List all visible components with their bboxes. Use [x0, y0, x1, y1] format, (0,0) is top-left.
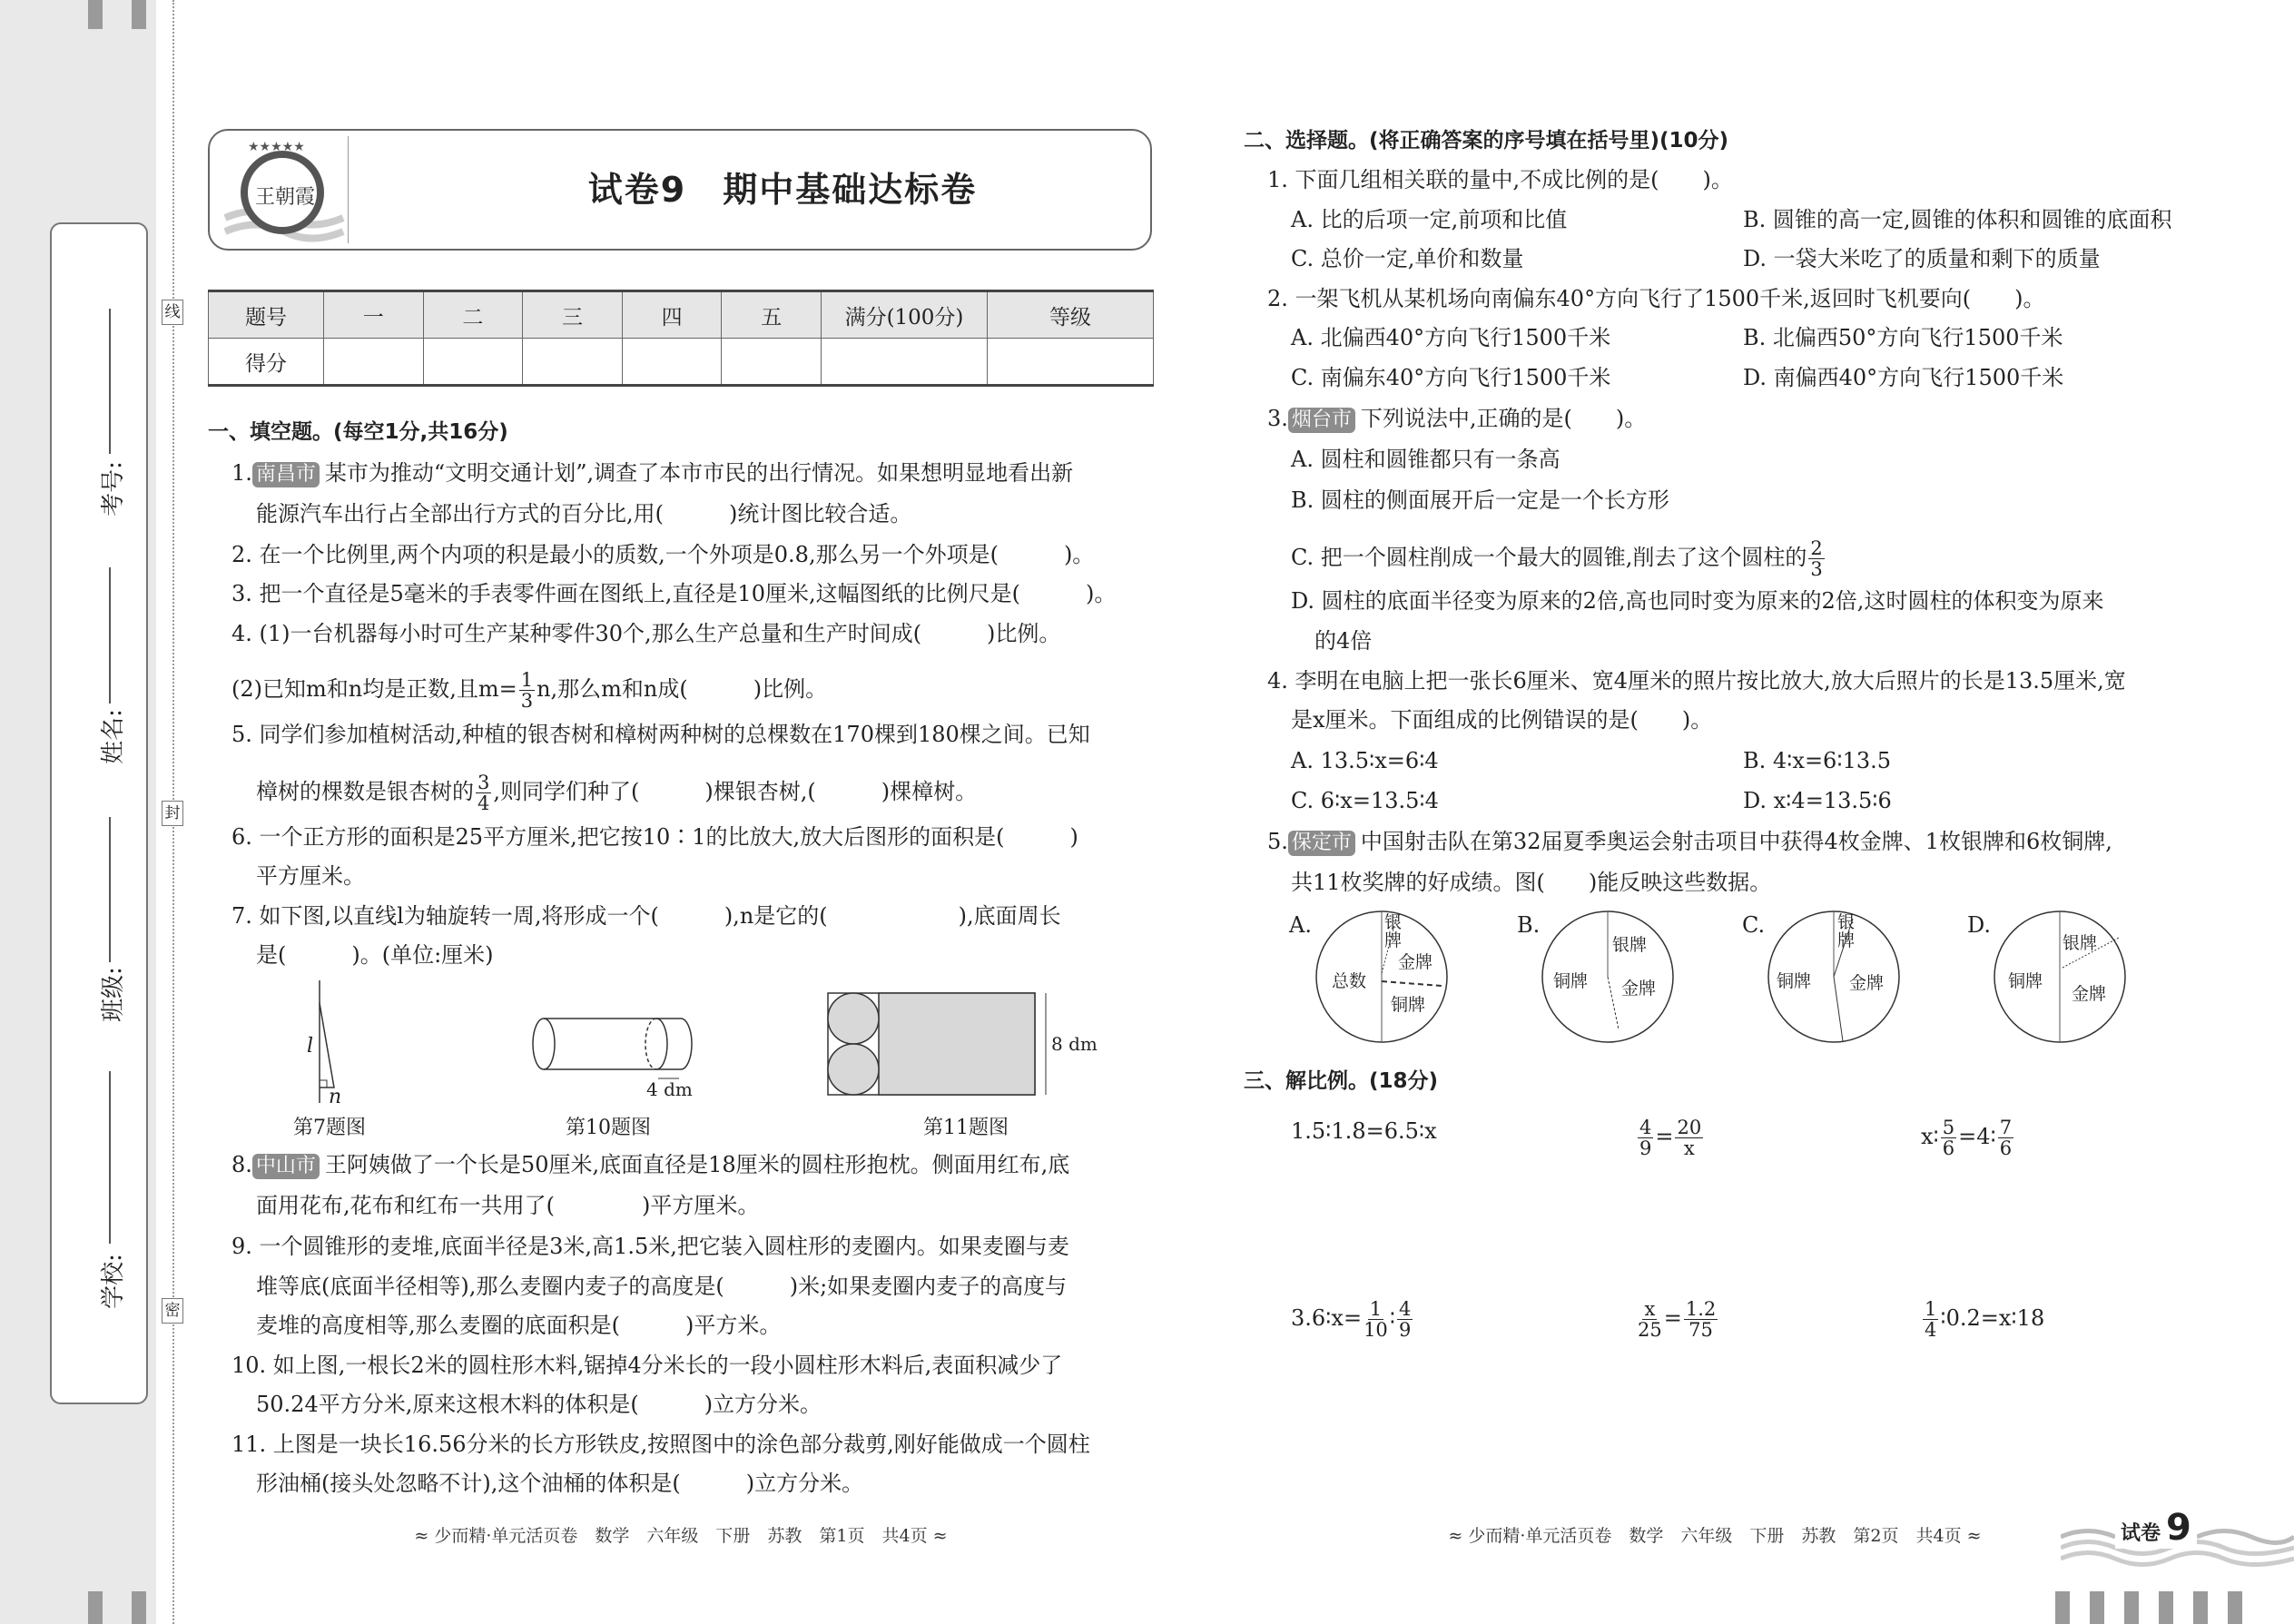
equation-text: ∶ [1389, 1305, 1396, 1331]
mc4-option-c[interactable]: C. 6∶x=13.5∶4 [1291, 788, 1439, 813]
figure-10-cylinder [531, 1008, 699, 1089]
mc1-stem: 1. 下面几组相关联的量中,不成比例的是( )。 [1267, 167, 1733, 192]
fraction [1364, 1299, 1388, 1340]
pie-d-letter[interactable]: D. [1967, 912, 1992, 938]
pie-d-bronze: 铜牌 [2008, 971, 2043, 991]
score-cell[interactable] [822, 339, 988, 386]
denominator: x [1683, 1137, 1695, 1159]
numerator: 7 [1999, 1117, 2013, 1138]
figure-7-label-l: l [307, 1035, 314, 1058]
score-row-label: 得分 [209, 339, 324, 386]
figure-11-dimension: 8 dm [1051, 1033, 1098, 1055]
q1-line2: 能源汽车出行占全部出行方式的百分比,用( )统计图比较合适。 [256, 501, 912, 527]
figure-7-label-n: n [329, 1086, 342, 1108]
score-header-cell: 题号 [209, 291, 324, 339]
score-cell[interactable] [988, 339, 1154, 386]
registration-mark [2159, 1591, 2173, 1624]
equation-5 [1636, 1299, 1719, 1340]
seal-mark-line: 线 [162, 300, 183, 325]
numerator: 1.2 [1685, 1298, 1717, 1320]
pie-d-silver: 银牌 [2063, 933, 2098, 953]
registration-mark [132, 0, 146, 29]
score-cell[interactable] [324, 339, 424, 386]
registration-mark [2193, 1591, 2208, 1624]
seal-mark-secret: 密 [162, 1298, 183, 1324]
numerator: 1 [520, 669, 534, 691]
equation-4 [1291, 1299, 1414, 1340]
student-info-box [50, 222, 148, 1404]
denominator: 3 [520, 690, 534, 712]
fraction [1923, 1299, 1938, 1340]
registration-mark [2228, 1591, 2242, 1624]
fraction [1397, 1299, 1413, 1340]
equals-sign: = [1663, 1305, 1682, 1331]
pie-c-letter[interactable]: C. [1742, 912, 1766, 938]
numerator: 2 [1810, 537, 1823, 559]
fraction [1684, 1299, 1718, 1340]
registration-mark [88, 0, 103, 29]
page-title: 试卷9 期中基础达标卷 [587, 170, 978, 210]
q4-part1: 4. (1)一台机器每小时可生产某种零件30个,那么生产总量和生产时间成( )比例。 [231, 621, 1061, 646]
denominator: 6 [1942, 1137, 1955, 1159]
school-label: 学校: [99, 1254, 127, 1309]
fraction [1941, 1117, 1956, 1158]
q9-line3: 麦堆的高度相等,那么麦圈的底面积是( )平方米。 [256, 1313, 782, 1338]
q6-line2: 平方厘米。 [256, 863, 365, 889]
mc2-option-a[interactable]: A. 北偏西40°方向飞行1500千米 [1291, 325, 1611, 350]
figure-10-dimension: 4 dm [646, 1078, 693, 1100]
exam-number-field[interactable] [109, 309, 111, 454]
mc1-option-c[interactable]: C. 总价一定,单价和数量 [1291, 246, 1524, 271]
q10-line2: 50.24平方分米,原来这根木料的体积是( )立方分米。 [256, 1392, 822, 1417]
numerator: 3 [478, 772, 490, 793]
title-banner [208, 129, 1152, 251]
name-field[interactable] [109, 567, 111, 704]
score-table-row [209, 339, 1154, 386]
figure-7-caption: 第7题图 [293, 1117, 366, 1139]
pie-c-bronze: 铜牌 [1777, 971, 1812, 991]
q5-line2 [256, 773, 977, 813]
paper-badge [2115, 1507, 2197, 1549]
score-header-cell: 满分(100分) [822, 291, 988, 339]
pie-a-bronze: 铜牌 [1391, 995, 1426, 1015]
fraction [1638, 1299, 1662, 1340]
q1-line1 [231, 459, 1073, 487]
equation-text: 3.6∶x= [1291, 1305, 1363, 1331]
score-cell[interactable] [622, 339, 722, 386]
region-tag: 南昌市 [252, 462, 320, 487]
q6-line1: 6. 一个正方形的面积是25平方厘米,把它按10∶1的比放大,放大后图形的面积是( ) [231, 824, 1078, 850]
numerator: 4 [1399, 1298, 1412, 1320]
mc3-stem [1267, 405, 1646, 433]
score-cell[interactable] [523, 339, 623, 386]
denominator: 75 [1689, 1319, 1713, 1341]
numerator: 1 [1369, 1298, 1383, 1320]
figure-11-caption: 第11题图 [923, 1117, 1009, 1139]
section3-heading: 三、解比例。(18分) [1244, 1069, 1439, 1093]
denominator: 4 [1925, 1319, 1937, 1341]
q10-line1: 10. 如上图,一根长2米的圆柱形木料,锯掉4分米长的一段小圆柱形木料后,表面积减少了 [231, 1353, 1063, 1378]
mc4-line1: 4. 李明在电脑上把一张长6厘米、宽4厘米的照片按比放大,放大后照片的长是13.5厘米,宽 [1267, 668, 2126, 694]
q7-line2: 是( )。(单位:厘米) [256, 942, 494, 968]
pie-a-gold: 金牌 [1398, 952, 1433, 972]
registration-mark [2090, 1591, 2104, 1624]
svg-text:★★★★★: ★★★★★ [248, 140, 305, 154]
region-tag: 保定市 [1288, 831, 1355, 856]
q1-number: 1. [231, 460, 252, 486]
denominator: 25 [1638, 1319, 1662, 1341]
mc1-option-a[interactable]: A. 比的后项一定,前项和比值 [1291, 207, 1568, 232]
denominator: 9 [1639, 1137, 1652, 1159]
score-table [208, 290, 1154, 387]
mc1-option-d[interactable]: D. 一袋大米吃了的质量和剩下的质量 [1743, 246, 2101, 271]
denominator: 9 [1399, 1319, 1412, 1341]
pie-b-bronze: 铜牌 [1553, 971, 1589, 991]
q11-line1: 11. 上图是一块长16.56分米的长方形铁皮,按照图中的涂色部分裁剪,刚好能做成一个圆柱 [231, 1432, 1090, 1457]
mc3-text: 下列说法中,正确的是( )。 [1360, 406, 1647, 431]
mc2-option-d[interactable]: D. 南偏西40°方向飞行1500千米 [1743, 365, 2064, 390]
numerator: 20 [1677, 1117, 1702, 1138]
pie-d-gold: 金牌 [2072, 984, 2107, 1004]
score-header-cell: 等级 [988, 291, 1154, 339]
mc4-option-d[interactable]: D. x∶4=13.5∶6 [1743, 788, 1892, 813]
fraction [1808, 538, 1824, 579]
q4-part2-text: (2)已知m和n均是正数,且m= [231, 676, 517, 702]
score-cell[interactable] [423, 339, 523, 386]
equals-sign: = [1655, 1124, 1674, 1149]
registration-mark [2055, 1591, 2070, 1624]
score-header-cell: 三 [523, 291, 623, 339]
score-table-header [209, 291, 1154, 339]
q4-part2-text: n,那么m和n成( )比例。 [537, 676, 828, 702]
score-header-cell: 一 [324, 291, 424, 339]
figure-11-sheet [826, 989, 1053, 1098]
q1-text: 某市为推动“文明交通计划”,调查了本市市民的出行情况。如果想明显地看出新 [324, 460, 1074, 486]
logo-seal-icon [221, 136, 348, 243]
q5-text: 樟树的棵数是银杏树的 [256, 779, 474, 804]
equation-3 [1921, 1117, 2015, 1158]
denominator: 10 [1364, 1319, 1388, 1341]
q5-text: ,则同学们种了( )棵银杏树,( )棵樟树。 [493, 779, 978, 804]
q5-line1: 5. 同学们参加植树活动,种植的银杏树和樟树两种树的总棵数在170棵到180棵之间。已知 [231, 722, 1090, 747]
mc3-option-c-text: C. 把一个圆柱削成一个最大的圆锥,削去了这个圆柱的 [1291, 545, 1807, 570]
footer-right: ≈ 少而精·单元活页卷 数学 六年级 下册 苏教 第2页 共4页 ≈ [1448, 1526, 1982, 1546]
paper-badge-number: 9 [2166, 1507, 2191, 1549]
q8-number: 8. [231, 1152, 252, 1177]
q4-part2 [231, 670, 827, 711]
region-tag: 烟台市 [1288, 408, 1355, 433]
pie-b-silver: 银牌 [1612, 935, 1648, 955]
score-header-cell: 二 [423, 291, 523, 339]
pie-a-letter[interactable]: A. [1289, 912, 1312, 938]
mc2-stem: 2. 一架飞机从某机场向南偏东40°方向飞行了1500千米,返回时飞机要向( )。 [1267, 286, 2045, 311]
pie-b-letter[interactable]: B. [1517, 912, 1541, 938]
q8-line1 [231, 1151, 1069, 1179]
mc2-option-b[interactable]: B. 北偏西50°方向飞行1500千米 [1743, 325, 2063, 350]
mc3-option-a[interactable]: A. 圆柱和圆锥都只有一条高 [1291, 447, 1561, 472]
mc1-option-b[interactable]: B. 圆锥的高一定,圆锥的体积和圆锥的底面积 [1743, 207, 2172, 232]
q8-text: 王阿姨做了一个长是50厘米,底面直径是18厘米的圆柱形抱枕。侧面用红布,底 [324, 1152, 1070, 1177]
fraction [1675, 1117, 1703, 1158]
mc5-line1 [1267, 828, 2112, 856]
pie-a-silver: 银牌 [1384, 912, 1403, 950]
mc3-option-d-cont: 的4倍 [1314, 628, 1373, 654]
footer-left: ≈ 少而精·单元活页卷 数学 六年级 下册 苏教 第1页 共4页 ≈ [414, 1526, 948, 1546]
equation-6 [1921, 1299, 2044, 1340]
mc5-line2: 共11枚奖牌的好成绩。图( )能反映这些数据。 [1291, 870, 1772, 895]
region-tag: 中山市 [252, 1154, 320, 1179]
pie-c-silver: 银牌 [1837, 912, 1856, 950]
mc3-option-d[interactable]: D. 圆柱的底面半径变为原来的2倍,高也同时变为原来的2倍,这时圆柱的体积变为原来 [1291, 588, 2104, 614]
mc5-text: 中国射击队在第32届夏季奥运会射击项目中获得4枚金牌、1枚银牌和6枚铜牌, [1360, 829, 2112, 854]
mc2-option-c[interactable]: C. 南偏东40°方向飞行1500千米 [1291, 365, 1611, 390]
seal-mark-seal: 封 [162, 801, 183, 826]
section2-heading: 二、选择题。(将正确答案的序号填在括号里)(10分) [1244, 129, 1729, 153]
q8-line2: 面用花布,花布和红布一共用了( )平方厘米。 [256, 1193, 760, 1218]
registration-mark [2124, 1591, 2139, 1624]
pie-b-gold: 金牌 [1621, 979, 1657, 999]
svg-text:王朝霞: 王朝霞 [255, 186, 316, 209]
section1-heading: 一、填空题。(每空1分,共16分) [208, 420, 508, 444]
numerator: x [1644, 1298, 1656, 1320]
equation-1: 1.5∶1.8=6.5∶x [1291, 1118, 1437, 1144]
score-header-cell: 四 [622, 291, 722, 339]
pie-c-gold: 金牌 [1849, 973, 1885, 993]
mc3-option-b[interactable]: B. 圆柱的侧面展开后一定是一个长方形 [1291, 487, 1669, 513]
mc4-option-b[interactable]: B. 4∶x=6∶13.5 [1743, 748, 1892, 773]
q9-line1: 9. 一个圆锥形的麦堆,底面半径是3米,高1.5米,把它装入圆柱形的麦圈内。如果麦圈与麦 [231, 1234, 1069, 1259]
registration-mark [132, 1591, 146, 1624]
numerator: 5 [1942, 1117, 1955, 1138]
name-label: 姓名: [99, 709, 127, 764]
school-field[interactable] [109, 1071, 111, 1244]
numerator: 4 [1639, 1117, 1652, 1138]
q2-text: 2. 在一个比例里,两个内项的积是最小的质数,一个外项是0.8,那么另一个外项是( )。 [231, 542, 1095, 567]
class-label: 班级: [99, 967, 127, 1022]
publisher-logo [221, 136, 349, 243]
q7-line1: 7. 如下图,以直线l为轴旋转一周,将形成一个( ),n是它的( ),底面周长 [231, 903, 1061, 929]
paper-badge-label: 试卷 [2121, 1522, 2161, 1545]
numerator: 1 [1925, 1298, 1937, 1320]
fraction [1998, 1117, 2013, 1158]
fraction [519, 670, 535, 711]
mc3-option-c[interactable] [1291, 538, 1826, 579]
denominator: 3 [1810, 558, 1823, 580]
registration-mark [88, 1591, 103, 1624]
class-field[interactable] [109, 817, 111, 962]
equation-text: =4∶ [1958, 1124, 1996, 1149]
score-cell[interactable] [722, 339, 822, 386]
equation-text: ∶0.2=x∶18 [1940, 1305, 2045, 1331]
figure-10-caption: 第10题图 [566, 1117, 651, 1139]
denominator: 4 [478, 792, 490, 814]
pie-a-total: 总数 [1332, 971, 1367, 991]
score-header-cell: 五 [722, 291, 822, 339]
q11-line2: 形油桶(接头处忽略不计),这个油桶的体积是( )立方分米。 [256, 1471, 864, 1496]
fraction [1638, 1117, 1653, 1158]
equation-text: x∶ [1921, 1124, 1939, 1149]
mc5-number: 5. [1267, 829, 1288, 854]
q9-line2: 堆等底(底面半径相等),那么麦圈内麦子的高度是( )米;如果麦圈内麦子的高度与 [256, 1274, 1068, 1299]
equation-2 [1636, 1117, 1705, 1158]
mc3-number: 3. [1267, 406, 1288, 431]
mc4-option-a[interactable]: A. 13.5∶x=6∶4 [1291, 748, 1439, 773]
exam-number-label: 考号: [99, 461, 127, 517]
q3-text: 3. 把一个直径是5毫米的手表零件画在图纸上,直径是10厘米,这幅图纸的比例尺是( )。 [231, 581, 1117, 606]
mc4-line2: 是x厘米。下面组成的比例错误的是( )。 [1291, 707, 1713, 733]
denominator: 6 [1999, 1137, 2013, 1159]
fraction [476, 773, 491, 813]
